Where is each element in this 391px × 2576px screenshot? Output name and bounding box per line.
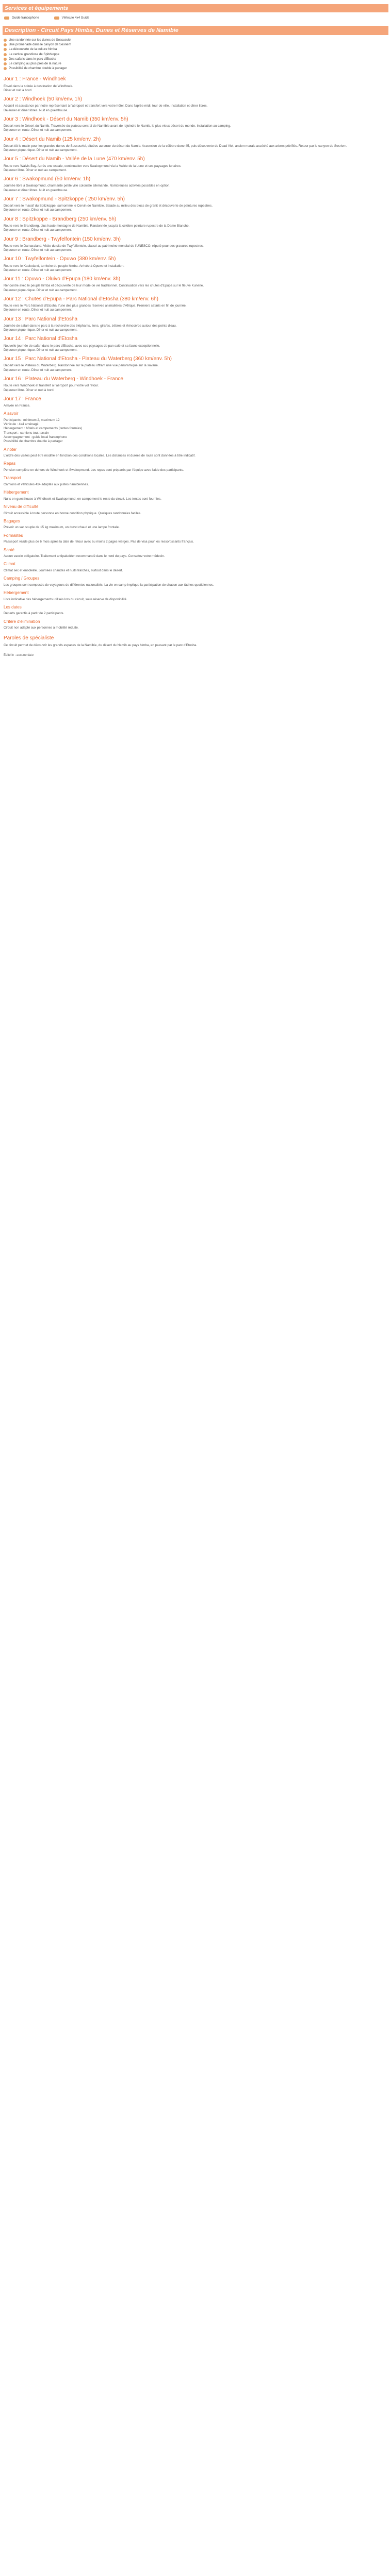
section-title: Repas xyxy=(4,461,16,466)
highlight-text: Possibilité de chambre double à partager xyxy=(9,66,67,71)
day-text: Nouvelle journée de safari dans le parc d'Etosha, avec ses paysages de pan salé et sa faune exceptionnelle. Déjeuner pique-nique. Dîner et nuit au campement. xyxy=(4,344,160,352)
services-list xyxy=(4,15,388,21)
section-title: Formalités xyxy=(4,533,23,538)
day-block xyxy=(4,236,388,253)
bullet-icon xyxy=(4,39,7,42)
day-title: Jour 15 : Parc National d'Etosha - Plateau du Waterberg (360 km/env. 5h) xyxy=(4,356,172,362)
service-label: Guide francophone xyxy=(12,15,39,20)
info-section xyxy=(4,619,388,631)
day-block xyxy=(4,116,388,133)
guide-icon xyxy=(4,15,10,21)
day-title: Jour 10 : Twyfelfontein - Opuwo (380 km/env. 5h) xyxy=(4,256,116,262)
section-title: Camping / Groupes xyxy=(4,576,40,581)
section-title: Niveau de difficulté xyxy=(4,504,39,509)
bullet-icon xyxy=(4,48,7,51)
info-section xyxy=(4,504,388,516)
day-text: Route vers Walvis Bay. Après une escale, continuation vers Swakopmund via la Vallée de la Lune et ses paysages lunaires. Déjeuner libre. Dîner et nuit au campement. xyxy=(4,164,182,172)
day-block xyxy=(4,216,388,233)
info-section xyxy=(4,533,388,545)
day-text: Route vers le Parc National d'Etosha, l'une des plus grandes réserves animalières d'Afrique. Premiers safaris en fin de journée. Déjeuner en route. Dîner et nuit au campement. xyxy=(4,304,187,312)
highlight-item xyxy=(4,57,388,61)
day-text: Rencontre avec le peuple himba et découverte de leur mode de vie traditionnel. Continuation vers les chutes d'Epupa sur le fleuve Kunene. Déjeuner pique-nique. Dîner et nuit au campement. xyxy=(4,284,204,292)
info-section xyxy=(4,461,388,472)
info-section xyxy=(4,490,388,501)
day-title: Jour 4 : Désert du Namib (125 km/env. 2h) xyxy=(4,136,101,142)
day-title: Jour 9 : Brandberg - Twyfelfontein (150 km/env. 3h) xyxy=(4,236,121,242)
info-section xyxy=(4,476,388,487)
day-text: Arrivée en France. xyxy=(4,404,30,408)
section-title: Santé xyxy=(4,547,14,552)
section-text: L'ordre des visites peut être modifié en fonction des conditions locales. Les distances et durées de route sont données à titre indicatif. xyxy=(4,454,196,458)
info-section xyxy=(4,605,388,616)
day-title: Jour 14 : Parc National d'Etosha xyxy=(4,336,78,342)
day-title: Jour 11 : Opuwo - Oluivo d'Epupa (180 km/env. 3h) xyxy=(4,276,121,282)
section-text: Nuits en guesthouse à Windhoek et Swakopmund, en campement le reste du circuit. Les tentes sont fournies. xyxy=(4,497,161,501)
info-section xyxy=(4,411,388,444)
day-title: Jour 5 : Désert du Namib - Vallée de la Lune (470 km/env. 5h) xyxy=(4,156,145,162)
section-title: Critère d'élimination xyxy=(4,619,40,624)
section-text: Camions et véhicules 4x4 adaptés aux pistes namibiennes. xyxy=(4,482,89,486)
day-title: Jour 17 : France xyxy=(4,396,41,402)
info-section xyxy=(4,548,388,559)
day-block xyxy=(4,276,388,293)
day-text: Accueil et assistance par notre représentant à l'aéroport et transfert vers votre hôtel. Dans l'après-midi, tour de ville. Installation et dîner libres. Déjeuner et dîner libres. Nuit en guesthouse. xyxy=(4,104,208,112)
day-text: Route vers le Brandberg, plus haute montagne de Namibie. Randonnée jusqu'à la célèbre peinture rupestre de la Dame Blanche. Déjeuner en route. Dîner et nuit au campement. xyxy=(4,224,190,232)
highlight-text: Une randonnée sur les dunes de Sossusvlei xyxy=(9,38,72,42)
highlight-item xyxy=(4,43,388,47)
section-title: A savoir xyxy=(4,411,19,416)
day-title: Jour 7 : Swakopmund - Spitzkoppe ( 250 km/env. 5h) xyxy=(4,196,125,202)
day-block xyxy=(4,76,388,93)
day-title: Jour 16 : Plateau du Waterberg - Windhoek - France xyxy=(4,376,123,382)
day-text: Journée de safari dans le parc à la recherche des éléphants, lions, girafes, zèbres et rhinocéros autour des points d'eau. Déjeuner pique-nique. Dîner et nuit au campement. xyxy=(4,324,177,332)
day-title: Jour 6 : Swakopmund (50 km/env. 1h) xyxy=(4,176,91,182)
bullet-icon xyxy=(4,62,7,65)
day-title: Jour 2 : Windhoek (50 km/env. 1h) xyxy=(4,96,83,103)
service-item xyxy=(4,15,39,21)
info-sections xyxy=(3,411,388,630)
section-text: Passeport valide plus de 6 mois après la date de retour avec au moins 2 pages vierges. Pas de visa pour les ressortissants français. xyxy=(4,540,194,544)
day-title: Jour 1 : France - Windhoek xyxy=(4,76,66,82)
service-item xyxy=(54,15,90,21)
bullet-icon xyxy=(4,53,7,56)
highlight-text: Une promenade dans le canyon de Sesriem xyxy=(9,43,71,47)
day-text: Départ vers le Désert du Namib. Traversée du plateau central de Namibie avant de rejoindre le Namib, le plus vieux désert du monde. Installation au camping. Déjeuner en route. Dîner et nuit au campement. xyxy=(4,124,231,132)
pricing-title: Paroles de spécialiste xyxy=(4,635,54,641)
section-title: Hébergement xyxy=(4,490,29,495)
section-text: Pension complète en dehors de Windhoek et Swakopmund. Les repas sont préparés par l'équipe avec l'aide des participants. xyxy=(4,468,184,472)
bullet-icon xyxy=(4,58,7,61)
day-block xyxy=(4,376,388,393)
info-section xyxy=(4,576,388,587)
highlight-item xyxy=(4,53,388,57)
highlight-text: Le vertical grandiose de Spitzkoppe xyxy=(9,52,60,56)
highlight-item xyxy=(4,38,388,42)
section-title: Hébergement xyxy=(4,590,29,596)
info-section xyxy=(4,590,388,602)
highlight-item xyxy=(4,62,388,66)
day-block xyxy=(4,256,388,273)
section-title: Bagages xyxy=(4,518,20,523)
services-banner: Services et équipements xyxy=(3,4,388,12)
description-banner: Description - Circuit Pays Himba, Dunes et Réserves de Namibie xyxy=(3,26,388,35)
highlight-text: Le camping au plus près de la nature xyxy=(9,61,61,65)
day-block xyxy=(4,176,388,193)
section-text: Liste indicative des hébergements utilisés lors du circuit, sous réserve de disponibilité. xyxy=(4,597,127,601)
itinerary xyxy=(3,76,388,408)
footer: Édité le : aucune date xyxy=(4,654,34,657)
day-text: Route vers Windhoek et transfert à l'aéroport pour votre vol retour. Déjeuner libre. Dîner et nuit à bord. xyxy=(4,384,99,392)
section-title: Les dates xyxy=(4,604,22,609)
highlights-list xyxy=(4,38,388,71)
highlight-text: Des safaris dans le parc d'Etosha xyxy=(9,57,56,61)
day-text: Départ vers le Plateau du Waterberg. Randonnée sur le plateau offrant une vue panoramique sur la savane. Déjeuner en route. Dîner et nuit au campement. xyxy=(4,364,159,372)
day-text: Envol dans la soirée à destination de Windhoek. Dîner et nuit à bord. xyxy=(4,84,73,92)
day-block xyxy=(4,296,388,313)
service-label: Véhicule 4x4 Guide xyxy=(61,15,90,20)
section-text: Les groupes sont composés de voyageurs de différentes nationalités. La vie en camp implique la participation de chacun aux tâches quotidiennes. xyxy=(4,583,214,587)
section-text: Départs garantis à partir de 2 participants. xyxy=(4,612,64,616)
day-text: Route vers le Damaraland. Visite du site de Twyfelfontein, classé au patrimoine mondial de l'UNESCO, réputé pour ses gravures rupestres. Déjeuner en route. Dîner et nuit au campement. xyxy=(4,244,204,252)
day-block xyxy=(4,196,388,213)
section-text: Circuit accessible à toute personne en bonne condition physique. Quelques randonnées faciles. xyxy=(4,511,141,515)
bullet-icon xyxy=(4,67,7,70)
day-block xyxy=(4,396,388,408)
pricing-text: Ce circuit permet de découvrir les grands espaces de la Namibie, du désert du Namib au pays himba, en passant par le parc d'Etosha. xyxy=(4,643,198,647)
day-text: Journée libre à Swakopmund, charmante petite ville coloniale allemande. Nombreuses activités possibles en option. Déjeuner et dîner libres. Nuit en guesthouse. xyxy=(4,184,171,192)
day-block xyxy=(4,335,388,352)
section-text: Climat sec et ensoleillé. Journées chaudes et nuits fraîches, surtout dans le désert. xyxy=(4,568,123,572)
day-title: Jour 13 : Parc National d'Etosha xyxy=(4,316,78,322)
vehicle-icon xyxy=(54,15,60,21)
section-text: Participants : minimum 2, maximum 12 Véhicule : 4x4 aménagé Hébergement : hôtels et campements (tentes fournies) Transport : camions tout-terrain Accompagnement : guide local francophone Possibilité de chambre double à partager xyxy=(4,418,83,444)
day-block xyxy=(4,96,388,113)
day-block xyxy=(4,355,388,372)
day-block xyxy=(4,316,388,333)
info-section xyxy=(4,447,388,459)
highlight-item xyxy=(4,66,388,71)
highlight-text: La découverte de la culture himba xyxy=(9,47,57,52)
info-section xyxy=(4,519,388,530)
section-title: Climat xyxy=(4,562,15,567)
day-title: Jour 8 : Spitzkoppe - Brandberg (250 km/env. 5h) xyxy=(4,216,117,222)
day-text: Départ vers le massif du Spitzkoppe, surnommé le Cervin de Namibie. Balade au milieu des blocs de granit et découverte de peintures rupestres. Déjeuner en route. Dîner et nuit au campement. xyxy=(4,204,213,212)
day-block xyxy=(4,156,388,173)
highlight-item xyxy=(4,47,388,52)
day-text: Route vers le Kaokoland, territoire du peuple himba. Arrivée à Opuwo et installation. Déjeuner en route. Dîner et nuit au campement. xyxy=(4,264,124,272)
section-text: Prévoir un sac souple de 15 kg maximum, un duvet chaud et une lampe frontale. xyxy=(4,526,120,530)
day-title: Jour 3 : Windhoek - Désert du Namib (350 km/env. 5h) xyxy=(4,116,128,122)
day-block xyxy=(4,136,388,153)
day-text: Départ tôt le matin pour les grandes dunes de Sossusvlei, situées au cœur du désert du Namib. Ascension de la célèbre dune 45, puis découverte de Dead Vlei, ancien marais asséché aux arbres pétrifiés. Retour par le canyon de Sesriem. Déjeuner pique-nique. Dîner et nuit au campement. xyxy=(4,144,347,152)
section-text: Circuit non adapté aux personnes à mobilité réduite. xyxy=(4,626,79,630)
section-text: Aucun vaccin obligatoire. Traitement antipaludéen recommandé dans le nord du pays. Consultez votre médecin. xyxy=(4,554,165,558)
section-title: A noter xyxy=(4,447,17,452)
bullet-icon xyxy=(4,43,7,46)
day-title: Jour 12 : Chutes d'Epupa - Parc National d'Etosha (380 km/env. 6h) xyxy=(4,296,158,302)
info-section xyxy=(4,562,388,573)
section-title: Transport xyxy=(4,476,21,481)
